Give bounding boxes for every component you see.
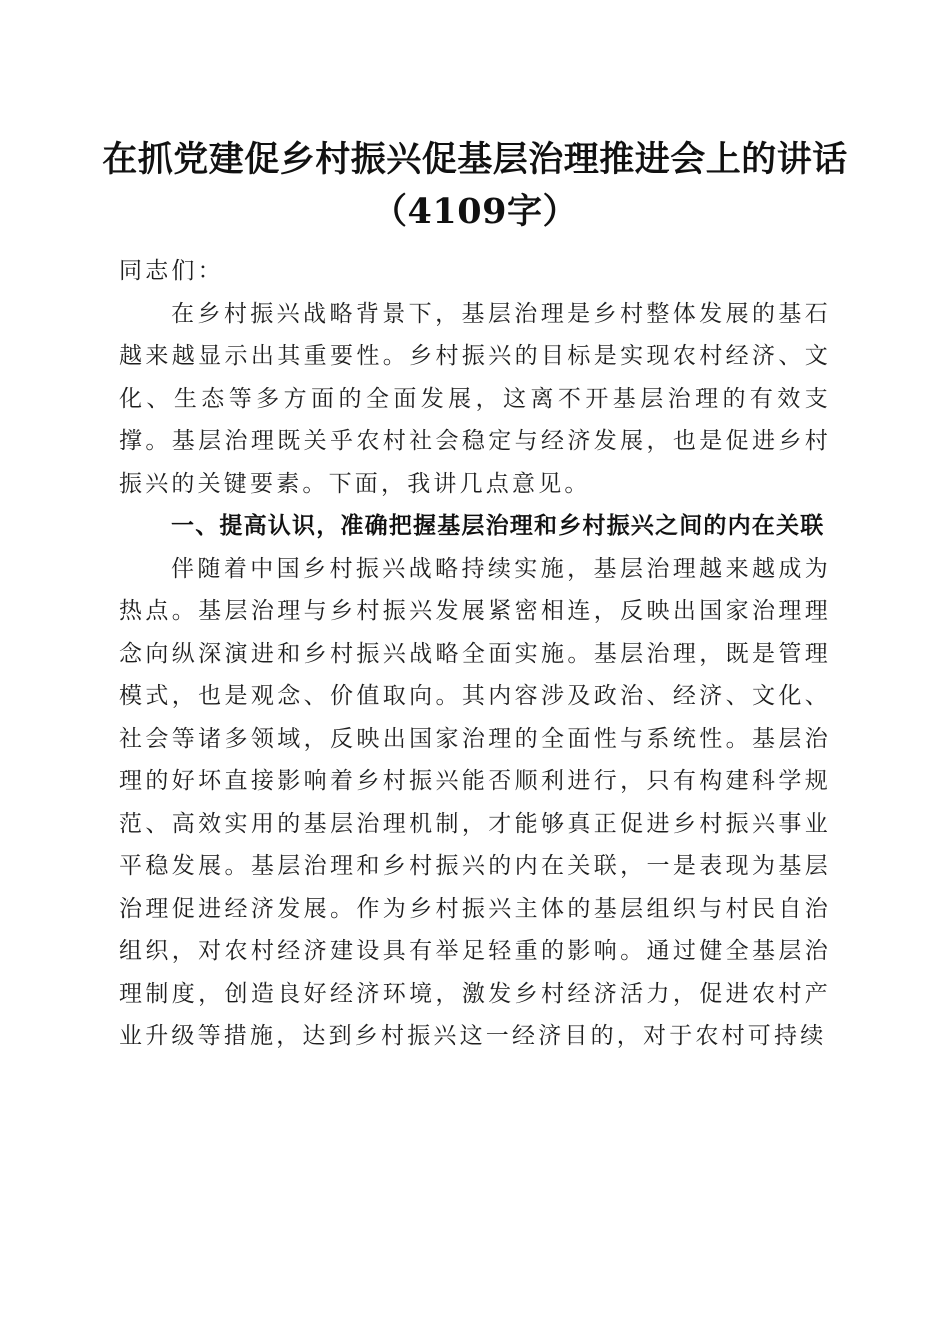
salutation: 同志们：: [119, 258, 224, 284]
document-body: [119, 250, 831, 1058]
intro-paragraph: 在乡村振兴战略背景下，基层治理是乡村整体发展的基石越来越显示出其重要性。乡村振兴的目标是实现农村经济、文化、生态等多方面的全面发展，这离不开基层治理的有效支撑。基层治理既关乎农村社会稳定与经济发展，也是促进乡村振兴的关键要素。下面，我讲几点意见。: [119, 300, 831, 497]
section-heading-1: 一、提高认识，准确把握基层治理和乡村振兴之间的内在关联: [171, 513, 825, 539]
section-paragraph-1: 伴随着中国乡村振兴战略持续实施，基层治理越来越成为热点。基层治理与乡村振兴发展紧密相连，反映出国家治理理念向纵深演进和乡村振兴战略全面实施。基层治理，既是管理模式，也是观念、价值取向。其内容涉及政治、经济、文化、社会等诸多领域，反映出国家治理的全面性与系统性。基层治理的好坏直接影响着乡村振兴能否顺利进行，只有构建科学规范、高效实用的基层治理机制，才能够真正促进乡村振兴事业平稳发展。基层治理和乡村振兴的内在关联，一是表现为基层治理促进经济发展。作为乡村振兴主体的基层组织与村民自治组织，对农村经济建设具有举足轻重的影响。通过健全基层治理制度，创造良好经济环境，激发乡村经济活力，促进农村产业升级等措施，达到乡村振兴这一经济目的，对于农村可持续: [119, 555, 831, 1049]
document-title: 在抓党建促乡村振兴促基层治理推进会上的讲话（4109字）: [102, 139, 848, 232]
